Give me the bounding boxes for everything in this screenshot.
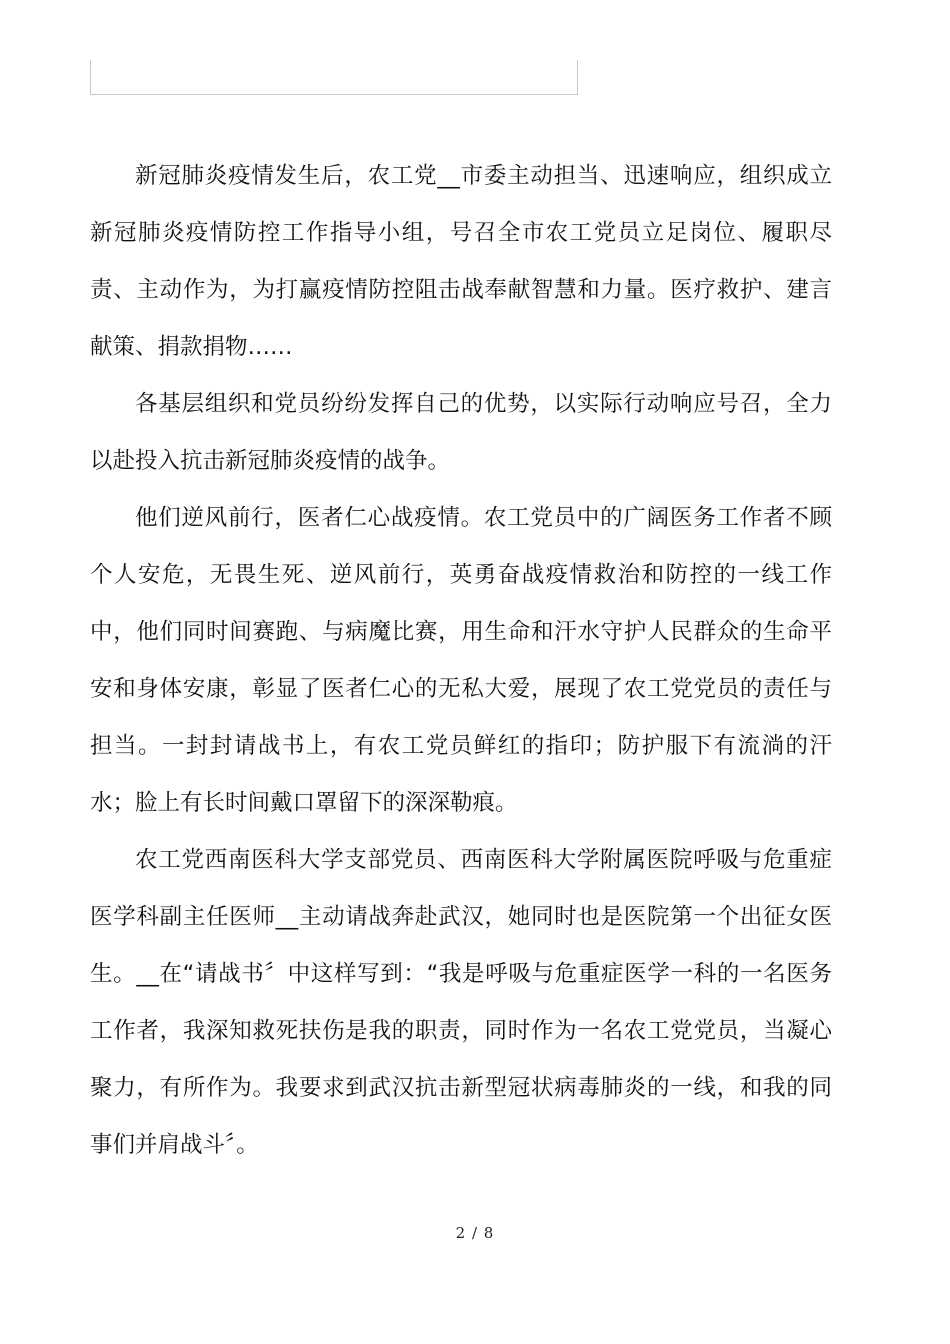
- document-body: [90, 148, 832, 1174]
- paragraph-4: 农工党西南医科大学支部党员、西南医科大学附属医院呼吸与危重症医学科副主任医师__主动请战奔赴武汉，她同时也是医院第一个出征女医生。__在“请战书〞中这样写到：“我是呼吸与危重症医学一科的一名医务工作者，我深知救死扶伤是我的职责，同时作为一名农工党党员，当凝心聚力，有所作为。我要求到武汉抗击新型冠状病毒肺炎的一线，和我的同事们并肩战斗〞。: [90, 847, 832, 1158]
- paragraph-2: 各基层组织和党员纷纷发挥自己的优势，以实际行动响应号召，全力以赴投入抗击新冠肺炎疫情的战争。: [90, 391, 832, 474]
- paragraph-1: 新冠肺炎疫情发生后，农工党__市委主动担当、迅速响应，组织成立新冠肺炎疫情防控工作指导小组，号召全市农工党员立足岗位、履职尽责、主动作为，为打赢疫情防控阻击战奉献智慧和力量。医疗救护、建言献策、捐款捐物……: [90, 163, 832, 360]
- top-bordered-box: [90, 60, 578, 95]
- page-number: 2 / 8: [455, 1224, 495, 1242]
- paragraph-3: 他们逆风前行，医者仁心战疫情。农工党员中的广阔医务工作者不顾个人安危，无畏生死、逆风前行，英勇奋战疫情救治和防控的一线工作中，他们同时间赛跑、与病魔比赛，用生命和汗水守护人民群众的生命平安和身体安康，彰显了医者仁心的无私大爱，展现了农工党党员的责任与担当。一封封请战书上，有农工党员鲜红的指印；防护服下有流淌的汗水；脸上有长时间戴口罩留下的深深勒痕。: [90, 505, 832, 816]
